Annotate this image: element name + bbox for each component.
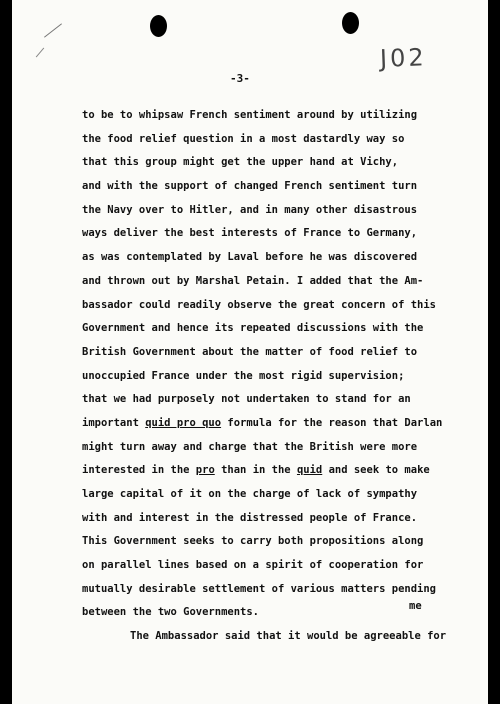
text-line: ways deliver the best interests of France to Germany, — [82, 227, 418, 240]
text-line: on parallel lines based on a spirit of cooperation for — [82, 559, 424, 572]
document-page — [12, 0, 488, 704]
catchword: me — [409, 600, 422, 612]
text-line: the Navy over to Hitler, and in many other disastrous — [82, 203, 418, 216]
text-line: that we had purposely not undertaken to stand for an — [82, 393, 411, 406]
text-line: that this group might get the upper hand at Vichy, — [82, 156, 399, 169]
margin-pencil-mark — [44, 23, 62, 37]
page-number: -3- — [230, 72, 250, 85]
body-text — [82, 104, 452, 649]
text-line: with and interest in the distressed people of France. — [82, 511, 418, 524]
text-line: between the two Governments. — [82, 606, 260, 619]
text-line: Government and hence its repeated discussions with the — [82, 322, 424, 335]
text-segment: important — [82, 416, 146, 429]
text-line: unoccupied France under the most rigid supervision; — [82, 369, 405, 382]
text-line: might turn away and charge that the British were more — [82, 440, 418, 453]
punch-hole-left — [150, 15, 167, 37]
text-line: as was contemplated by Laval before he was discovered — [82, 251, 418, 264]
text-line: The Ambassador said that it would be agreeable for — [130, 630, 447, 643]
underlined-word: quid — [296, 464, 323, 477]
text-line: and with the support of changed French sentiment turn — [82, 180, 418, 193]
text-line: to be to whipsaw French sentiment around by utilizing — [82, 109, 418, 121]
underlined-word: pro — [195, 464, 215, 477]
text-segment: and seek to make — [322, 464, 430, 477]
text-line: bassador could readily observe the great concern of this — [82, 298, 437, 311]
text-segment: interested in the — [82, 464, 196, 477]
margin-pencil-mark-2 — [36, 48, 44, 58]
punch-hole-right — [342, 12, 359, 34]
text-line: large capital of it on the charge of lack of sympathy — [82, 488, 418, 500]
text-segment: formula for the reason that Darlan — [221, 416, 443, 429]
text-segment: than in the — [214, 464, 297, 477]
text-line: British Government about the matter of food relief to — [82, 345, 418, 358]
text-line: mutually desirable settlement of various matters pending — [82, 582, 437, 595]
text-line — [82, 459, 452, 483]
text-line: and thrown out by Marshal Petain. I added that the Am- — [82, 274, 424, 287]
text-line: This Government seeks to carry both propositions along — [82, 535, 424, 548]
text-line — [82, 412, 452, 436]
handwritten-reference-mark: J02 — [379, 43, 428, 73]
text-line: the food relief question in a most dastardly way so — [82, 132, 405, 145]
underlined-phrase: quid pro quo — [145, 416, 222, 429]
